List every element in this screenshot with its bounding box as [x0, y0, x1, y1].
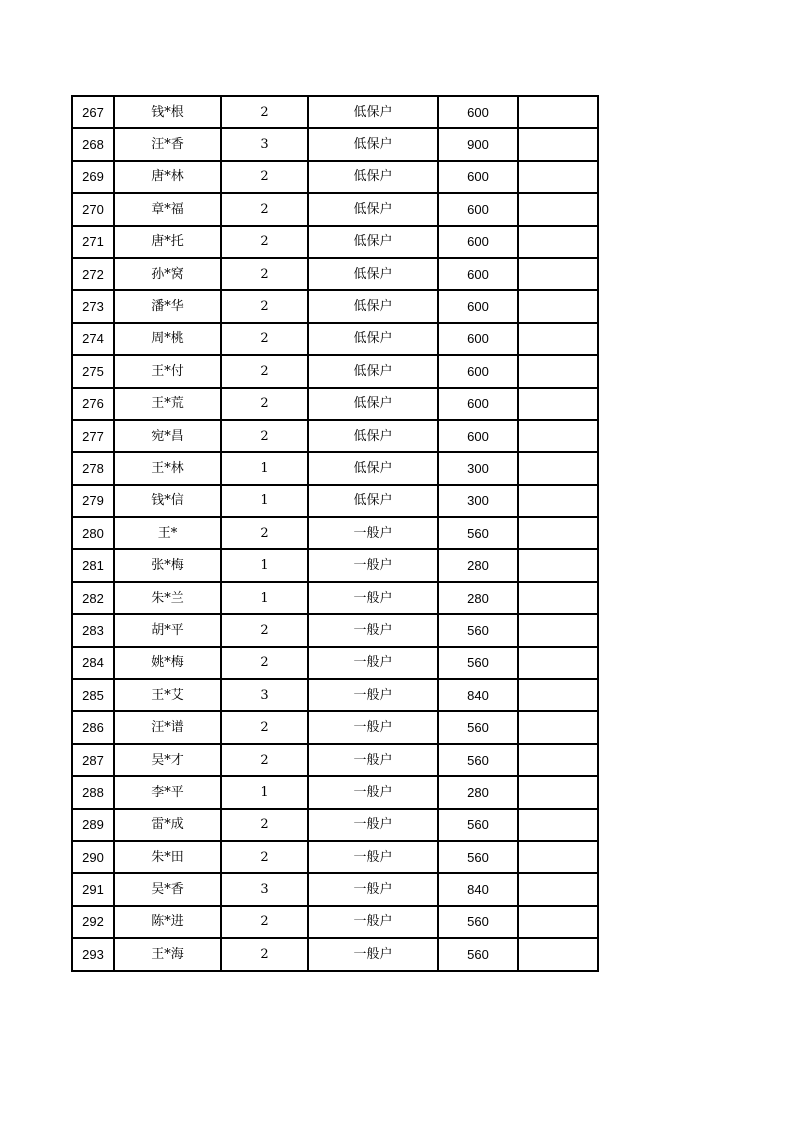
table-body — [72, 96, 598, 971]
amount-cell: 600 — [438, 96, 518, 128]
amount-cell: 600 — [438, 258, 518, 290]
row-number-cell: 269 — [72, 161, 114, 193]
household-size-cell: 3 — [221, 679, 308, 711]
name-cell: 吴*才 — [114, 744, 221, 776]
row-number-cell: 280 — [72, 517, 114, 549]
household-type-cell: 一般户 — [308, 744, 438, 776]
household-type-cell: 一般户 — [308, 517, 438, 549]
row-number-cell: 288 — [72, 776, 114, 808]
table-row — [72, 517, 598, 549]
note-cell — [518, 582, 598, 614]
amount-cell: 560 — [438, 517, 518, 549]
note-cell — [518, 193, 598, 225]
row-number-cell: 267 — [72, 96, 114, 128]
note-cell — [518, 776, 598, 808]
table-row — [72, 128, 598, 160]
household-size-cell: 1 — [221, 549, 308, 581]
row-number-cell: 287 — [72, 744, 114, 776]
table-row — [72, 938, 598, 970]
table-row — [72, 452, 598, 484]
amount-cell: 280 — [438, 582, 518, 614]
amount-cell: 560 — [438, 744, 518, 776]
name-cell: 胡*平 — [114, 614, 221, 646]
row-number-cell: 286 — [72, 711, 114, 743]
table-row — [72, 906, 598, 938]
row-number-cell: 279 — [72, 485, 114, 517]
name-cell: 雷*成 — [114, 809, 221, 841]
note-cell — [518, 647, 598, 679]
household-type-cell: 低保户 — [308, 485, 438, 517]
name-cell: 李*平 — [114, 776, 221, 808]
household-size-cell: 2 — [221, 809, 308, 841]
table-row — [72, 290, 598, 322]
household-type-cell: 低保户 — [308, 258, 438, 290]
amount-cell: 300 — [438, 452, 518, 484]
household-size-cell: 3 — [221, 128, 308, 160]
row-number-cell: 271 — [72, 226, 114, 258]
row-number-cell: 292 — [72, 906, 114, 938]
household-size-cell: 3 — [221, 873, 308, 905]
row-number-cell: 289 — [72, 809, 114, 841]
name-cell: 宛*昌 — [114, 420, 221, 452]
household-size-cell: 2 — [221, 841, 308, 873]
table-row — [72, 193, 598, 225]
row-number-cell: 281 — [72, 549, 114, 581]
row-number-cell: 273 — [72, 290, 114, 322]
table-row — [72, 96, 598, 128]
table-row — [72, 485, 598, 517]
amount-cell: 560 — [438, 809, 518, 841]
row-number-cell: 278 — [72, 452, 114, 484]
amount-cell: 560 — [438, 938, 518, 970]
row-number-cell: 285 — [72, 679, 114, 711]
amount-cell: 840 — [438, 873, 518, 905]
note-cell — [518, 549, 598, 581]
household-type-cell: 一般户 — [308, 809, 438, 841]
household-size-cell: 2 — [221, 906, 308, 938]
table-row — [72, 323, 598, 355]
household-size-cell: 2 — [221, 258, 308, 290]
name-cell: 王*海 — [114, 938, 221, 970]
amount-cell: 560 — [438, 614, 518, 646]
row-number-cell: 290 — [72, 841, 114, 873]
name-cell: 唐*林 — [114, 161, 221, 193]
table-row — [72, 711, 598, 743]
row-number-cell: 291 — [72, 873, 114, 905]
note-cell — [518, 355, 598, 387]
name-cell: 姚*梅 — [114, 647, 221, 679]
household-size-cell: 2 — [221, 614, 308, 646]
household-type-cell: 低保户 — [308, 226, 438, 258]
note-cell — [518, 161, 598, 193]
note-cell — [518, 388, 598, 420]
table-row — [72, 388, 598, 420]
name-cell: 朱*田 — [114, 841, 221, 873]
note-cell — [518, 323, 598, 355]
table-row — [72, 809, 598, 841]
household-type-cell: 一般户 — [308, 549, 438, 581]
name-cell: 汪*谱 — [114, 711, 221, 743]
note-cell — [518, 711, 598, 743]
household-type-cell: 低保户 — [308, 290, 438, 322]
amount-cell: 840 — [438, 679, 518, 711]
name-cell: 朱*兰 — [114, 582, 221, 614]
table-row — [72, 258, 598, 290]
amount-cell: 280 — [438, 776, 518, 808]
amount-cell: 600 — [438, 226, 518, 258]
household-size-cell: 2 — [221, 938, 308, 970]
note-cell — [518, 517, 598, 549]
household-size-cell: 2 — [221, 388, 308, 420]
household-size-cell: 2 — [221, 711, 308, 743]
row-number-cell: 275 — [72, 355, 114, 387]
note-cell — [518, 128, 598, 160]
household-type-cell: 低保户 — [308, 193, 438, 225]
row-number-cell: 270 — [72, 193, 114, 225]
note-cell — [518, 614, 598, 646]
amount-cell: 600 — [438, 420, 518, 452]
name-cell: 王*林 — [114, 452, 221, 484]
name-cell: 钱*信 — [114, 485, 221, 517]
note-cell — [518, 290, 598, 322]
name-cell: 陈*进 — [114, 906, 221, 938]
row-number-cell: 293 — [72, 938, 114, 970]
household-size-cell: 2 — [221, 226, 308, 258]
household-type-cell: 低保户 — [308, 388, 438, 420]
name-cell: 汪*香 — [114, 128, 221, 160]
household-type-cell: 一般户 — [308, 906, 438, 938]
household-size-cell: 1 — [221, 582, 308, 614]
table-row — [72, 226, 598, 258]
household-type-cell: 一般户 — [308, 582, 438, 614]
table-row — [72, 647, 598, 679]
note-cell — [518, 420, 598, 452]
household-type-cell: 一般户 — [308, 841, 438, 873]
note-cell — [518, 485, 598, 517]
household-size-cell: 2 — [221, 647, 308, 679]
amount-cell: 600 — [438, 161, 518, 193]
household-type-cell: 一般户 — [308, 647, 438, 679]
name-cell: 王* — [114, 517, 221, 549]
note-cell — [518, 938, 598, 970]
note-cell — [518, 841, 598, 873]
household-size-cell: 1 — [221, 776, 308, 808]
household-type-cell: 一般户 — [308, 776, 438, 808]
household-size-cell: 2 — [221, 290, 308, 322]
household-size-cell: 2 — [221, 744, 308, 776]
row-number-cell: 272 — [72, 258, 114, 290]
table-row — [72, 873, 598, 905]
row-number-cell: 274 — [72, 323, 114, 355]
name-cell: 孙*窝 — [114, 258, 221, 290]
note-cell — [518, 809, 598, 841]
household-type-cell: 一般户 — [308, 938, 438, 970]
household-type-cell: 低保户 — [308, 452, 438, 484]
table-row — [72, 614, 598, 646]
household-type-cell: 低保户 — [308, 420, 438, 452]
table-row — [72, 744, 598, 776]
household-type-cell: 一般户 — [308, 873, 438, 905]
table-row — [72, 549, 598, 581]
household-type-cell: 低保户 — [308, 161, 438, 193]
data-table — [71, 95, 599, 972]
table-row — [72, 161, 598, 193]
row-number-cell: 283 — [72, 614, 114, 646]
row-number-cell: 276 — [72, 388, 114, 420]
note-cell — [518, 679, 598, 711]
amount-cell: 600 — [438, 355, 518, 387]
table-row — [72, 420, 598, 452]
amount-cell: 300 — [438, 485, 518, 517]
household-size-cell: 2 — [221, 323, 308, 355]
amount-cell: 280 — [438, 549, 518, 581]
amount-cell: 600 — [438, 388, 518, 420]
row-number-cell: 268 — [72, 128, 114, 160]
household-type-cell: 一般户 — [308, 679, 438, 711]
row-number-cell: 277 — [72, 420, 114, 452]
household-size-cell: 1 — [221, 485, 308, 517]
note-cell — [518, 226, 598, 258]
household-size-cell: 2 — [221, 96, 308, 128]
household-size-cell: 2 — [221, 355, 308, 387]
household-size-cell: 2 — [221, 420, 308, 452]
amount-cell: 560 — [438, 841, 518, 873]
amount-cell: 560 — [438, 711, 518, 743]
amount-cell: 600 — [438, 193, 518, 225]
note-cell — [518, 258, 598, 290]
household-type-cell: 低保户 — [308, 323, 438, 355]
amount-cell: 600 — [438, 323, 518, 355]
note-cell — [518, 873, 598, 905]
household-type-cell: 低保户 — [308, 355, 438, 387]
note-cell — [518, 906, 598, 938]
row-number-cell: 282 — [72, 582, 114, 614]
household-size-cell: 2 — [221, 161, 308, 193]
note-cell — [518, 96, 598, 128]
name-cell: 王*荒 — [114, 388, 221, 420]
household-size-cell: 2 — [221, 193, 308, 225]
household-type-cell: 低保户 — [308, 128, 438, 160]
name-cell: 周*桃 — [114, 323, 221, 355]
table-row — [72, 841, 598, 873]
household-type-cell: 一般户 — [308, 614, 438, 646]
name-cell: 吴*香 — [114, 873, 221, 905]
name-cell: 章*福 — [114, 193, 221, 225]
household-size-cell: 1 — [221, 452, 308, 484]
note-cell — [518, 452, 598, 484]
household-size-cell: 2 — [221, 517, 308, 549]
name-cell: 王*艾 — [114, 679, 221, 711]
amount-cell: 560 — [438, 906, 518, 938]
name-cell: 王*付 — [114, 355, 221, 387]
household-type-cell: 一般户 — [308, 711, 438, 743]
amount-cell: 900 — [438, 128, 518, 160]
name-cell: 张*梅 — [114, 549, 221, 581]
table-row — [72, 582, 598, 614]
row-number-cell: 284 — [72, 647, 114, 679]
name-cell: 潘*华 — [114, 290, 221, 322]
table-row — [72, 679, 598, 711]
name-cell: 唐*托 — [114, 226, 221, 258]
name-cell: 钱*根 — [114, 96, 221, 128]
table-row — [72, 355, 598, 387]
amount-cell: 560 — [438, 647, 518, 679]
household-type-cell: 低保户 — [308, 96, 438, 128]
note-cell — [518, 744, 598, 776]
table-row — [72, 776, 598, 808]
amount-cell: 600 — [438, 290, 518, 322]
